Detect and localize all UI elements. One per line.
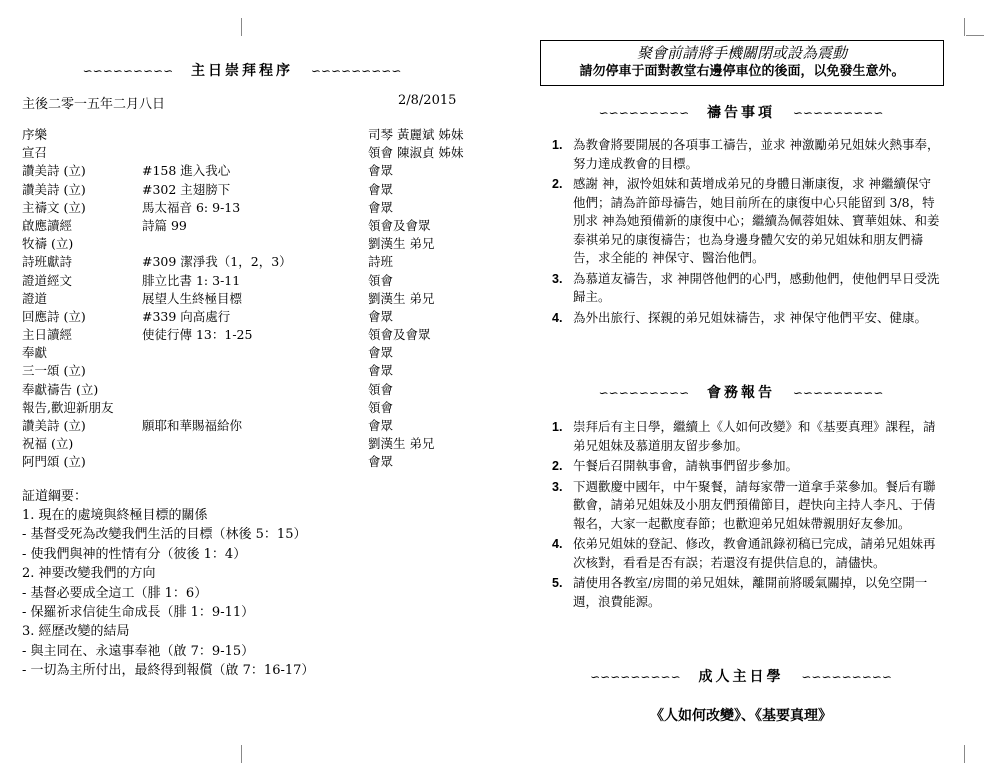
- list-number: 1.: [552, 138, 563, 152]
- order-leader: 領會: [368, 399, 394, 415]
- order-item: 阿門頌 (立): [22, 454, 86, 470]
- outline-line: 2. 神要改變我們的方向: [22, 566, 156, 582]
- list-number: 3.: [552, 479, 563, 494]
- ornament-right: ∽∽∽∽∽∽∽∽∽: [792, 386, 884, 400]
- order-leader: 領會: [368, 381, 394, 397]
- service-date-numeric: 2/8/2015: [398, 93, 457, 108]
- order-leader: 領會及會眾: [368, 217, 431, 233]
- order-row: [22, 144, 492, 162]
- sunday-school-books: 《人如何改變》、《基要真理》: [650, 708, 832, 724]
- order-item: 讚美詩 (立): [22, 181, 86, 197]
- outline-line: - 一切為主所付出，最終得到報償（啟 7：16-17）: [22, 663, 315, 679]
- service-date-line: [22, 93, 462, 112]
- order-detail: 使徒行傳 13：1-25: [142, 327, 253, 343]
- sermon-outline: [22, 487, 492, 681]
- sunday-school-heading: [540, 666, 942, 686]
- order-row: [22, 162, 492, 180]
- list-number: 3.: [552, 271, 563, 286]
- order-item: 主日讀經: [22, 327, 73, 343]
- order-of-service-heading: [22, 60, 462, 80]
- order-row: [22, 181, 492, 199]
- order-leader: 領會: [368, 272, 394, 288]
- order-detail: #302 主翅膀下: [142, 181, 231, 197]
- list-text: 請使用各教室/房間的弟兄姐妹，離開前將暖氣關掉，以免空開一週，浪費能源。: [573, 575, 928, 609]
- order-row: [22, 417, 492, 435]
- order-leader: 會眾: [368, 199, 394, 215]
- order-item: 奉獻: [22, 345, 48, 361]
- order-detail: #339 向高處行: [142, 308, 231, 324]
- outline-line: - 基督必要成全這工（腓 1：6）: [22, 585, 208, 601]
- prayer-heading-title: 禱告事項: [707, 105, 775, 121]
- order-leader: 會眾: [368, 454, 394, 470]
- order-leader: 詩班: [368, 254, 394, 270]
- order-item: 奉獻禱告 (立): [22, 381, 99, 397]
- order-row: [22, 217, 492, 235]
- list-number: 5.: [552, 576, 563, 590]
- order-row: [22, 326, 492, 344]
- order-leader: 會眾: [368, 181, 394, 197]
- ornament-right: ∽∽∽∽∽∽∽∽∽: [801, 670, 892, 684]
- list-text: 為外出旅行、探親的弟兄姐妹禱告，求 神保守他們平安、健康。: [573, 309, 927, 325]
- order-item: 詩班獻詩: [22, 254, 73, 270]
- order-leader: 劉漢生 弟兄: [368, 290, 435, 306]
- order-row: [22, 235, 492, 253]
- outline-line: - 保羅祈求信徒生命成長（腓 1：9-11）: [22, 605, 255, 621]
- sermon-outline-title: 証道綱要：: [22, 489, 88, 504]
- order-detail: 展望人生終極目標: [142, 290, 243, 306]
- order-leader: 會眾: [368, 308, 394, 324]
- notice-phone: 聚會前請將手機關閉或設為震動: [636, 44, 847, 62]
- outline-line: 1. 現在的處境與終極目標的關係: [22, 508, 208, 523]
- order-row: [22, 308, 492, 326]
- affairs-item: [540, 535, 942, 572]
- affairs-item: [540, 574, 942, 611]
- order-row: [22, 199, 492, 217]
- order-item: 祝福 (立): [22, 436, 74, 452]
- order-leader: 會眾: [368, 418, 394, 433]
- list-number: 2.: [552, 177, 563, 191]
- order-row: [22, 126, 492, 144]
- prayer-item: [540, 309, 942, 328]
- prayer-item: [540, 175, 942, 268]
- left-page: [22, 0, 492, 763]
- sermon-outline-lines: [22, 506, 492, 681]
- sunday-school-heading-title: 成人主日學: [698, 669, 784, 685]
- order-item: 啟應讀經: [22, 217, 73, 233]
- list-number: 4.: [552, 537, 563, 551]
- order-row: [22, 435, 492, 453]
- notice-box: [540, 40, 944, 86]
- outline-line: 3. 經歷改變的結局: [22, 624, 130, 640]
- order-item: 回應詩 (立): [22, 308, 86, 324]
- order-row: [22, 453, 492, 471]
- order-item: 主禱文 (立): [22, 199, 86, 215]
- list-text: 依弟兄姐妹的登記、修改，教會通訊錄初稿已完成，請弟兄姐妹再次核對，看看是否有誤；若還沒有提供信息的，請儘快。: [573, 536, 936, 570]
- order-row: [22, 362, 492, 380]
- order-leader: 劉漢生 弟兄: [368, 436, 435, 452]
- ornament-left: ∽∽∽∽∽∽∽∽∽: [82, 64, 174, 78]
- outline-line: - 與主同在、永遠事奉祂（啟 7：9-15）: [22, 643, 255, 659]
- affairs-item: [540, 478, 942, 534]
- order-item: 證道: [22, 290, 48, 306]
- ornament-right: ∽∽∽∽∽∽∽∽∽: [792, 106, 884, 120]
- notice-parking: 請勿停車于面對教堂右邊停車位的後面，以免發生意外。: [579, 64, 905, 79]
- order-row: [22, 344, 492, 362]
- affairs-list: [540, 418, 942, 613]
- order-detail: 馬太福音 6: 9-13: [142, 199, 241, 215]
- order-of-service-title: 主日崇拜程序: [191, 63, 293, 79]
- order-row: [22, 399, 492, 417]
- prayer-item: [540, 136, 942, 173]
- list-number: 1.: [552, 420, 563, 434]
- order-item: 牧禱 (立): [22, 236, 74, 252]
- order-row: [22, 381, 492, 399]
- order-item: 序樂: [22, 127, 48, 142]
- order-detail: 腓立比書 1: 3-11: [142, 272, 241, 288]
- list-number: 4.: [552, 310, 563, 325]
- order-item: 報告,歡迎新朋友: [22, 399, 114, 415]
- ornament-left: ∽∽∽∽∽∽∽∽∽: [598, 386, 690, 400]
- order-leader: 會眾: [368, 163, 394, 179]
- service-date-text: 主後二零一五年二月八日: [22, 97, 166, 112]
- order-item: 讚美詩 (立): [22, 418, 86, 433]
- order-leader: 會眾: [368, 345, 394, 361]
- affairs-heading-title: 會務報告: [707, 385, 775, 401]
- order-detail: 願耶和華賜福給你: [142, 418, 243, 433]
- order-leader: 領會及會眾: [368, 327, 431, 343]
- list-text: 午餐后召開執事會，請執事們留步參加。: [573, 458, 799, 473]
- order-detail: #158 進入我心: [142, 163, 231, 179]
- ornament-left: ∽∽∽∽∽∽∽∽∽: [590, 670, 681, 684]
- outline-line: - 基督受死為改變我們生活的目標（林後 5：15）: [22, 527, 307, 543]
- list-text: 感謝 神，淑怜姐妹和黃增成弟兄的身體日漸康復，求 神繼續保守他們；請為許節母禱告，她目前所在的康復中心只能留到 3/8，特別求 神為她預備新的康復中心；繼續為佩蓉姐妹、寶華姐妹、和姜泰祺弟兄的康復禱告；也為身邊身體欠安的弟兄姐妹和朋友們禱告，求全能的 神保守、醫治他們。: [573, 176, 940, 265]
- order-detail: #309 潔淨我（1，2，3）: [142, 254, 292, 270]
- order-leader: 劉漢生 弟兄: [368, 236, 435, 252]
- order-leader: 司琴 黃麗斌 姊妹: [368, 127, 464, 142]
- order-item: 宣召: [22, 145, 48, 161]
- order-item: 讚美詩 (立): [22, 163, 86, 179]
- list-text: 為慕道友禱告，求 神開啓他們的心門，感動他們，使他們早日受洗歸主。: [573, 270, 940, 304]
- ornament-right: ∽∽∽∽∽∽∽∽∽: [310, 64, 402, 78]
- order-row: [22, 290, 492, 308]
- prayer-heading: [540, 102, 942, 122]
- list-text: 下週歡慶中國年，中午聚餐，請每家帶一道拿手菜參加。餐后有聯歡會，請弟兄姐妹及小朋友們預備節目，趕快向主持人李凡、于倩報名，大家一起歡度春節；也歡迎弟兄姐妹帶親朋好友參加。: [573, 478, 936, 531]
- order-row: [22, 272, 492, 290]
- affairs-item: [540, 418, 942, 455]
- order-of-service-list: [22, 126, 492, 472]
- right-page: [540, 0, 970, 763]
- affairs-heading: [540, 382, 942, 402]
- order-row: [22, 253, 492, 271]
- outline-line: - 使我們與神的性情有分（彼後 1：4）: [22, 546, 247, 562]
- prayer-list: [540, 136, 942, 329]
- ornament-left: ∽∽∽∽∽∽∽∽∽: [598, 106, 690, 120]
- order-item: 證道經文: [22, 272, 73, 288]
- list-text: 為教會將要開展的各項事工禱告，並求 神激勵弟兄姐妹火熱事奉，努力達成教會的目標。: [573, 137, 940, 171]
- order-leader: 領會 陳淑貞 姊妹: [368, 145, 464, 161]
- affairs-item: [540, 457, 942, 476]
- list-number: 2.: [552, 459, 563, 473]
- prayer-item: [540, 270, 942, 307]
- order-item: 三一頌 (立): [22, 363, 86, 379]
- order-detail: 詩篇 99: [142, 217, 187, 233]
- list-text: 崇拜后有主日學，繼續上《人如何改變》和《基要真理》課程，請弟兄姐妹及慕道朋友留步參加。: [573, 419, 936, 453]
- order-leader: 會眾: [368, 363, 394, 379]
